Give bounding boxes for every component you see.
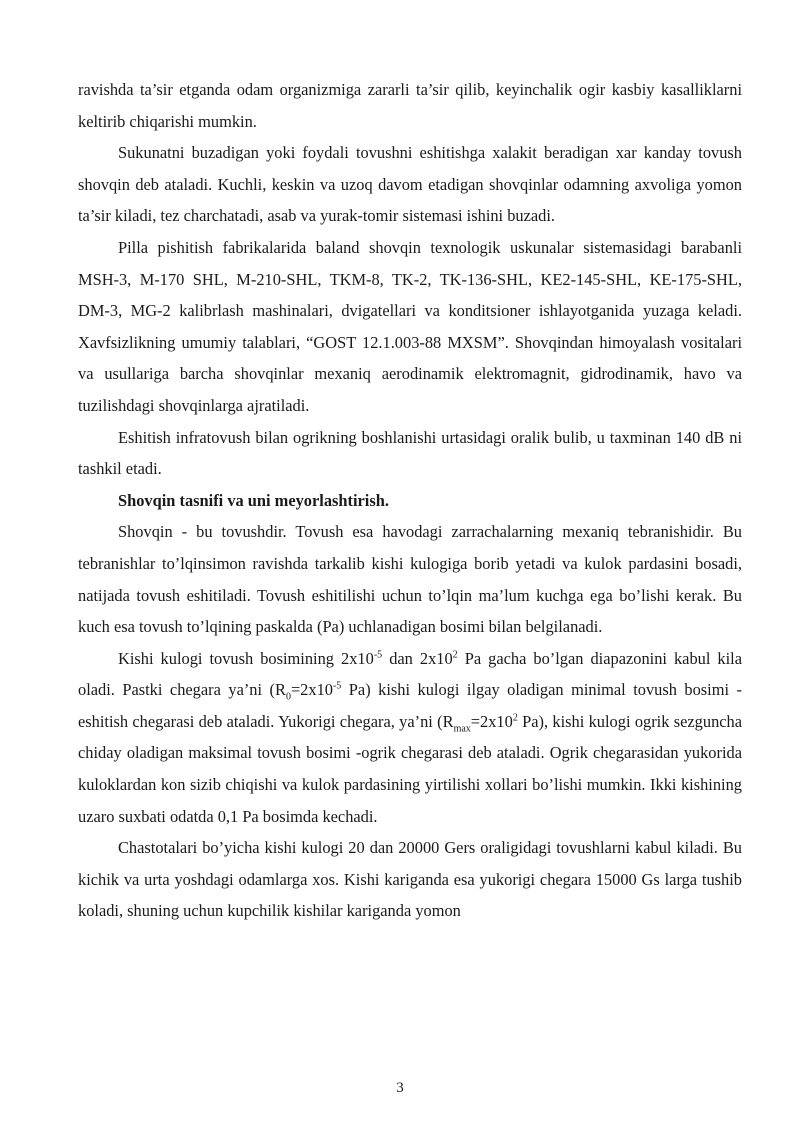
paragraph-continuation: ravishda ta’sir etganda odam organizmiga zararli ta’sir qilib, keyinchalik ogir kasbiy kasalliklarni keltirib chiqarishi mumkin. [78,80,742,131]
text-run: =2x10 [290,680,333,700]
superscript: 2 [512,712,518,724]
text-run: Pa), kishi kulogi ogrik sezguncha chiday oladigan maksimal tovush bosimi -ogrik chegarasi deb ataladi. Ogrik chegarasidan yukorida kuloklardan kon sizib chiqishi va kulok pardasining yirtilishi xollari bo’lishi mumkin. Ikki kishining uzaro suxbati odatda 0,1 Pa bosimda kechadi. [78,711,743,826]
text-run: dan 2x10 [382,648,453,668]
paragraph-noise-definition: Sukunatni buzadigan yoki foydali tovushni eshitishga xalakit beradigan xar kanday tovush shovqin deb ataladi. Kuchli, keskin va uzoq davom etadigan shovqinlar odamning axvoliga yomon ta’sir kiladi, tez charchatadi, asab va yurak-tomir sistemasi ishini buzadi. [78,143,742,226]
superscript: 2 [452,649,458,661]
text-run: Kishi kulogi tovush bosimining 2x10 [118,648,374,668]
paragraph-noise-sources: Pilla pishitish fabrikalarida baland shovqin texnologik uskunalar sistemasidagi barabanli MSH-3, M-170 SHL, M-210-SHL, TKM-8, TK-2, TK-136-SHL, KE2-145-SHL, KE-175-SHL, DM-3, MG-2 kalibrlash mashinalari, dvigatellari va konditsioner ishlayotganida yuzaga keladi. Xavfsizlikning umumiy talablari, “GOST 12.1.003-88 MXSM”. Shovqindan himoyalash vositalari va usullariga barcha shovqinlar mexaniq aerodinamik elektromagnit, gidrodinamik, havo va tuzilishdagi shovqinlarga ajratiladi. [78,237,742,415]
page-number: 3 [396,1080,404,1096]
paragraph-frequency-range: Chastotalari bo’yicha kishi kulogi 20 dan 20000 Gers oraligidagi tovushlarni kabul kiladi. Bu kichik va urta yoshdagi odamlarga xos. Kishi kariganda esa yukorigi chegara 15000 Gs larga tushib koladi, shuning uchun kupchilik kishilar kariganda yomon [78,838,742,921]
paragraph-pressure-range [78,643,742,833]
superscript: -5 [373,649,383,661]
subscript: max [453,723,471,735]
paragraph-sound-waves: Shovqin - bu tovushdir. Tovush esa havodagi zarrachalarning mexaniq tebranishidir. Bu tebranishlar to’lqinsimon ravishda tarkalib kishi kulogiga borib yetadi va kulok pardasini bosadi, natijada tovush eshitiladi. Tovush eshitilishi uchun to’lqin ma’lum kuchga ega bo’lishi kerak. Bu kuch esa tovush to’lqining paskalda (Pa) uchlanadigan bosimi bilan belgilanadi. [78,522,742,637]
superscript: -5 [332,680,342,692]
text-run: Pa) kishi kulogi ilgay oladigan minimal tovush bosimi - eshitish chegarasi deb ataladi. Yukorigi chegara, ya’ni (R [78,680,742,731]
text-run: Pa gacha bo’lgan diapazonini kabul kila oladi. Pastki chegara ya’ni (R [78,648,742,700]
body-text [78,74,742,927]
section-heading: Shovqin tasnifi va uni meyorlashtirish. [118,490,389,510]
subscript: 0 [285,691,291,703]
text-run: =2x10 [470,711,513,731]
paragraph-pain-threshold: Eshitish infratovush bilan ogrikning boshlanishi urtasidagi oralik bulib, u taxminan 140 dB ni tashkil etadi. [78,427,742,479]
